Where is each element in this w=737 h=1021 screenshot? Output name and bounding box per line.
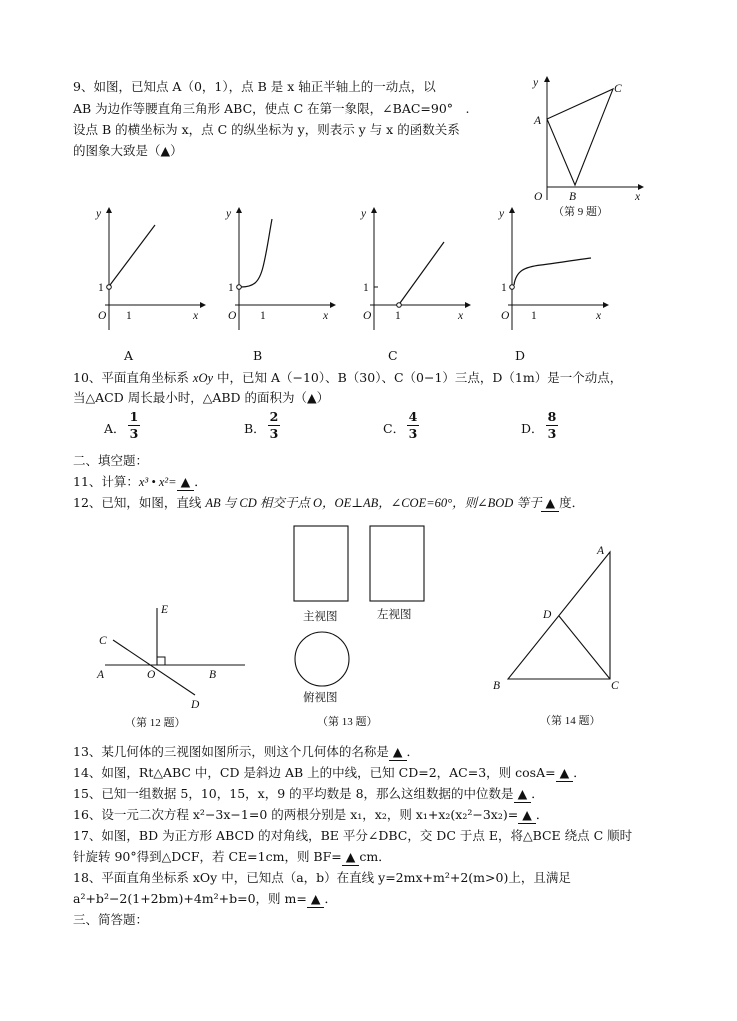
q18-line1: 18、平面直角坐标系 xOy 中，已知点（a，b）在直线 y=2mx+m²+2(m>0)上，且满足 — [73, 870, 571, 885]
q9-line2: AB 为边作等腰直角三角形 ABC，使点 C 在第一象限，∠BAC=90° . — [73, 101, 470, 116]
q10-option-D-num: 8 — [547, 409, 557, 424]
q17-blank[interactable]: ▲ — [342, 849, 360, 866]
q12-label-D: D — [191, 699, 200, 711]
q11-blank[interactable]: ▲ — [177, 474, 195, 491]
q10-option-D-label: D． — [521, 421, 544, 436]
q13-left-view: 左视图 — [377, 609, 412, 621]
q17-suffix: cm． — [359, 849, 391, 864]
q9-option-C: C — [388, 348, 398, 363]
q9-fig-caption: （第 9 题） — [553, 206, 608, 218]
q13-figure — [285, 520, 455, 730]
q12-blank[interactable]: ▲ — [541, 495, 559, 512]
q12-label-A: A — [97, 669, 105, 681]
q9-fig-y: y — [533, 77, 539, 89]
q9-graph-A-O: O — [98, 310, 107, 322]
q12-figure — [95, 600, 255, 730]
q14-label-D: D — [543, 609, 552, 621]
q10-option-A-label: A． — [104, 421, 126, 436]
q14-label-B: B — [493, 680, 501, 692]
q9-graph-C-y: y — [361, 208, 367, 220]
q13-caption: （第 13 题） — [317, 716, 378, 728]
q10-option-B-frac — [268, 410, 280, 441]
q9-graph-A-y: y — [96, 208, 102, 220]
q14-label-C: C — [611, 680, 619, 692]
q18-blank[interactable]: ▲ — [307, 891, 325, 908]
q9-graph-B-O: O — [228, 310, 237, 322]
q9-graph-A-one-x: 1 — [126, 310, 132, 322]
q14-caption: （第 14 题） — [540, 715, 601, 727]
q10-line1-post: 中，已知 A（−10）、B（30）、C（0−1）三点，D（1m）是一个动点， — [213, 370, 623, 385]
q16-text: 16、设一元二次方程 x²−3x−1=0 的两根分别是 x₁，x₂，则 x₁+x₂(x₂²−3x₂)= — [73, 807, 519, 822]
q13-top-view: 俯视图 — [303, 692, 338, 704]
q10-option-C-den: 3 — [408, 426, 418, 441]
q10-option-D-den: 3 — [547, 426, 557, 441]
q9-graph-B-one-y: 1 — [228, 282, 234, 294]
q9-graph-D-one-x: 1 — [531, 310, 537, 322]
q9-fig-C: C — [614, 83, 622, 95]
q12-text-mid: AB 与 CD 相交于点 O，OE⊥AB，∠COE=60°，则∠BOD 等于 — [205, 496, 542, 510]
q9-graph-B — [223, 205, 343, 335]
q17-line2 — [73, 849, 391, 866]
q10-option-B-num: 2 — [269, 409, 279, 424]
q16 — [73, 807, 548, 824]
q13-front-view: 主视图 — [303, 611, 338, 623]
q12 — [73, 495, 584, 512]
q9-graph-C-one-x: 1 — [395, 310, 401, 322]
q10-option-D-frac — [546, 410, 558, 441]
q10-line2: 当△ACD 周长最小时，△ABD 的面积为（▲） — [73, 390, 330, 405]
q10-option-B-label: B． — [244, 421, 266, 436]
q11-expr: x³ • x²= — [138, 475, 177, 489]
q12-suffix: 度． — [559, 495, 585, 510]
q15-text: 15、已知一组数据 5，10，15，x，9 的平均数是 8，那么这组数据的中位数是 — [73, 786, 514, 801]
q9-fig-x: x — [635, 191, 641, 203]
q10-line1 — [73, 370, 622, 386]
q13-blank[interactable]: ▲ — [389, 744, 407, 761]
q9-graph-D-x: x — [596, 310, 602, 322]
q11-suffix: ． — [194, 474, 207, 489]
q12-text-pre: 12、已知，如图，直线 — [73, 495, 206, 510]
q18-suffix: ． — [324, 891, 337, 906]
q9-graph-A — [93, 205, 213, 335]
q12-label-B: B — [209, 669, 217, 681]
q9-graph-D-O: O — [501, 310, 510, 322]
q9-graph-D-one-y: 1 — [501, 282, 507, 294]
q9-graph-C-O: O — [363, 310, 372, 322]
q10-option-C-label: C． — [383, 421, 406, 436]
q9-fig-B: B — [569, 191, 577, 203]
q9-option-B: B — [253, 348, 263, 363]
q10-option-B-den: 3 — [269, 426, 279, 441]
q9-line3: 设点 B 的横坐标为 x，点 C 的纵坐标为 y，则表示 y 与 x 的函数关系 — [73, 122, 460, 137]
q17-line1: 17、如图，BD 为正方形 ABCD 的对角线，BE 平分∠DBC，交 DC 于点 E，将△BCE 绕点 C 顺时 — [73, 828, 633, 843]
q18-line2 — [73, 891, 337, 908]
q9-fig-A: A — [534, 115, 542, 127]
q10-option-A-frac — [128, 410, 140, 441]
q9-graph-A-one-y: 1 — [98, 282, 104, 294]
q13-text: 13、某几何体的三视图如图所示，则这个几何体的名称是 — [73, 744, 389, 759]
q9-option-D: D — [515, 348, 526, 363]
q12-caption: （第 12 题） — [125, 717, 186, 729]
q9-figure — [525, 72, 675, 222]
q10-option-C-frac — [407, 410, 419, 441]
q14-label-A: A — [597, 545, 605, 557]
q10-option-A-num: 1 — [129, 409, 139, 424]
section-3-heading: 三、简答题： — [73, 912, 149, 927]
q15-blank[interactable]: ▲ — [514, 786, 532, 803]
q9-line4: 的图象大致是（▲） — [73, 143, 183, 158]
q16-suffix: ． — [535, 807, 549, 822]
q9-graph-D — [496, 205, 616, 335]
q9-option-A: A — [124, 348, 134, 363]
q11 — [73, 474, 207, 491]
q12-label-E: E — [161, 604, 169, 616]
q10-line1-var: xOy — [192, 371, 214, 385]
q9-graph-C-one-y: 1 — [363, 282, 369, 294]
q12-label-C: C — [99, 635, 107, 647]
q18-text: a²+b²−2(1+2bm)+4m²+b=0，则 m= — [73, 891, 307, 906]
q14 — [73, 765, 586, 782]
q15 — [73, 786, 544, 803]
q14-suffix: ． — [573, 765, 586, 780]
q17-text: 针旋转 90°得到△DCF，若 CE=1cm，则 BF= — [73, 849, 342, 864]
q12-label-O: O — [147, 669, 156, 681]
q9-graph-A-x: x — [193, 310, 199, 322]
q14-text: 14、如图，Rt△ABC 中，CD 是斜边 AB 上的中线，已知 CD=2，AC=3，则 cosA= — [73, 765, 556, 780]
q15-suffix: ． — [531, 786, 544, 801]
q9-graph-B-one-x: 1 — [260, 310, 266, 322]
q9-fig-O: O — [534, 191, 543, 203]
q9-graph-B-x: x — [323, 310, 329, 322]
q11-prefix: 11、计算： — [73, 474, 139, 489]
q9-graph-C — [358, 205, 478, 335]
section-2-heading: 二、填空题： — [73, 453, 149, 468]
q13 — [73, 744, 419, 761]
q10-option-C-num: 4 — [408, 409, 418, 424]
q14-figure — [490, 540, 640, 730]
q14-blank[interactable]: ▲ — [556, 765, 574, 782]
q9-graph-C-x: x — [458, 310, 464, 322]
q9-graph-D-y: y — [499, 208, 505, 220]
q13-suffix: ． — [406, 744, 420, 759]
q16-blank[interactable]: ▲ — [518, 807, 536, 824]
q10-option-A-den: 3 — [129, 426, 139, 441]
q9-graph-B-y: y — [226, 208, 232, 220]
q9-line1: 9、如图，已知点 A（0，1），点 B 是 x 轴正半轴上的一动点，以 — [73, 79, 436, 94]
q10-line1-pre: 10、平面直角坐标系 — [73, 370, 193, 385]
